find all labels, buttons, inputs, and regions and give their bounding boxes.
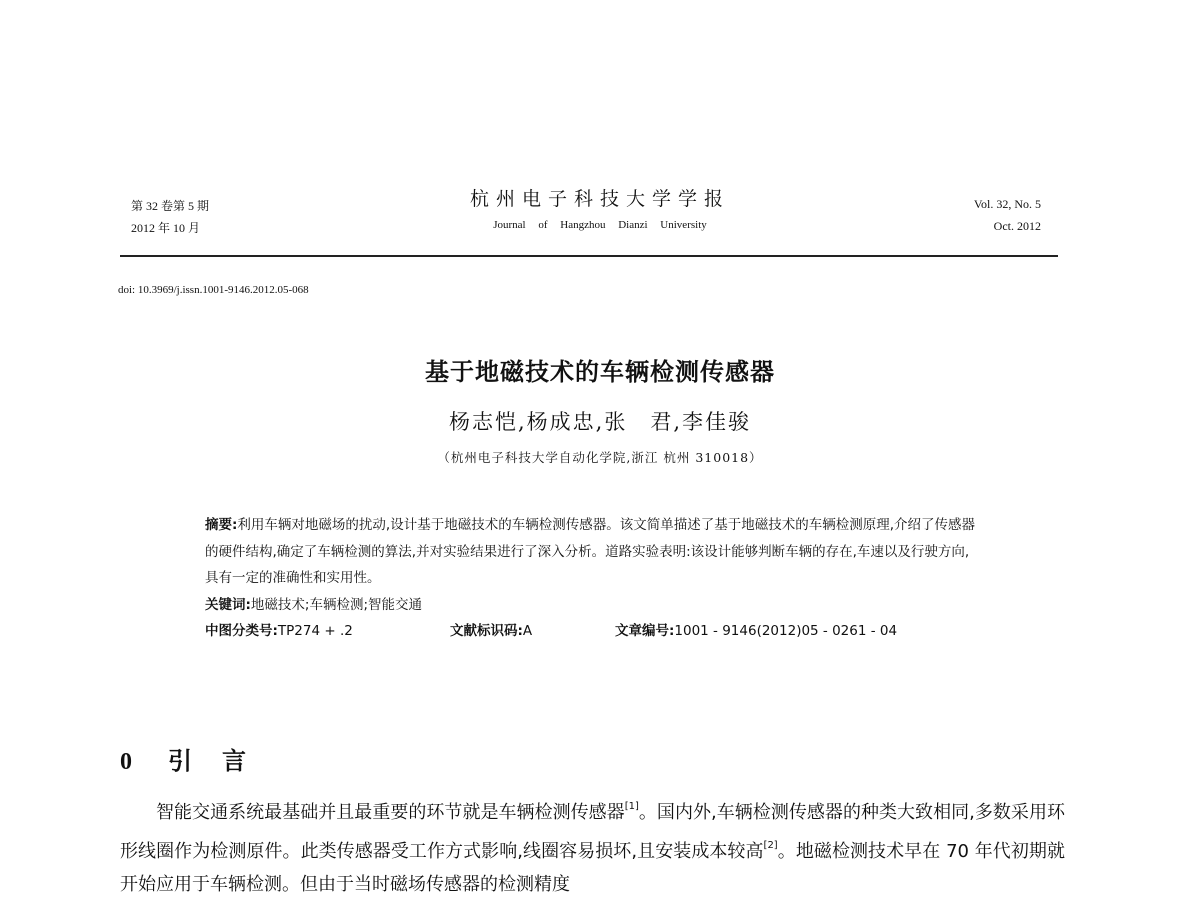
publication-date-en: Oct. 2012 [993,219,1041,233]
document-code: 文献标识码:A [450,623,533,639]
volume-issue-en: Vol. 32, No. 5 [973,197,1041,211]
journal-name-en: Journal of Hangzhou Dianzi University [493,219,707,231]
abstract-label: 摘要: [205,517,238,533]
header-rule [120,255,1058,257]
doi: doi: 10.3969/j.issn.1001-9146.2012.05-068 [118,284,309,296]
abstract [205,512,980,592]
body-text [120,790,1065,901]
section-title: 引言 [168,747,276,775]
clc-number: 中图分类号:TP274 + .2 [205,623,353,639]
section-heading [120,741,276,776]
volume-issue-cn: 第 32 卷第 5 期 [131,199,210,213]
paragraph: 智能交通系统最基础并且最重要的环节就是车辆检测传感器[1]。国内外,车辆检测传感器的种类大致相同,多数采用环形线圈作为检测原件。此类传感器受工作方式影响,线圈容易损坏,且安装成本较高[2]。地磁检测技术早在 70 年代初期就开始应用于车辆检测。但由于当时磁场传感器的检测精度 [120,801,1065,895]
abstract-text: 利用车辆对地磁场的扰动,设计基于地磁技术的车辆检测传感器。该文简单描述了基于地磁技术的车辆检测原理,介绍了传感器的硬件结构,确定了车辆检测的算法,并对实验结果进行了深入分析。道路实验表明:该设计能够判断车辆的存在,车速以及行驶方向,具有一定的准确性和实用性。 [205,517,975,586]
citation-1[interactable]: [1] [624,801,639,812]
journal-issue-en [974,193,1041,237]
article-number: 文章编号:1001 - 9146(2012)05 - 0261 - 04 [615,623,898,639]
publication-date-cn: 2012 年 10 月 [131,221,201,235]
journal-issue-cn [131,195,209,239]
keywords-text: 地磁技术;车辆检测;智能交通 [250,596,423,613]
article-authors: 杨志恺,杨成忠,张 君,李佳骏 [448,410,752,434]
journal-name-cn: 杭州电子科技大学学报 [469,188,730,210]
citation-2[interactable]: [2] [763,840,778,851]
keywords [205,592,980,619]
section-number: 0 [120,749,132,775]
classification-row [205,618,980,645]
article-title: 基于地磁技术的车辆检测传感器 [425,358,775,386]
author-affiliation: （杭州电子科技大学自动化学院,浙江 杭州 310018） [437,450,763,465]
journal-masthead [400,186,800,234]
abstract-block [205,512,980,645]
keywords-label: 关键词: [205,596,251,613]
